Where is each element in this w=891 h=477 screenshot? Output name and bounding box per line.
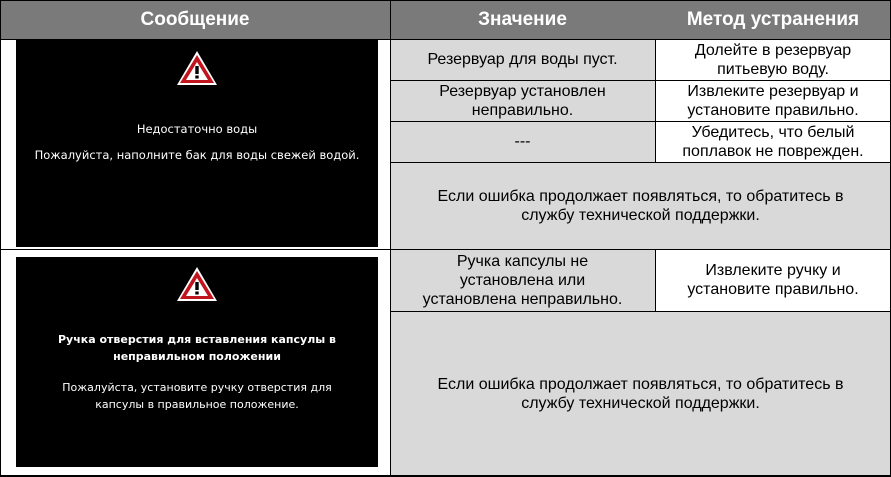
solution-row3 — [655, 121, 891, 162]
solution-row5-line2: установите правильно. — [687, 281, 859, 298]
solution-row2 — [655, 80, 891, 121]
solution-row3-line2: поплавок не поврежден. — [682, 142, 864, 160]
grid-line — [390, 311, 891, 312]
support-note-1-line1: Если ошибка продолжает появляться, то обратитесь в — [437, 187, 844, 205]
solution-row2-line1: Извлеките резервуар и — [687, 82, 859, 100]
grid-line — [0, 39, 891, 40]
grid-line — [655, 249, 656, 311]
meaning-row5 — [390, 249, 655, 311]
meaning-row2-line2: неправильно. — [471, 101, 574, 119]
meaning-row5-line2: установлена или — [459, 271, 586, 289]
grid-line — [0, 0, 1, 477]
warning-triangle-icon — [175, 265, 219, 303]
meaning-row2-line1: Резервуар установлен — [439, 82, 606, 100]
error-screen-water — [16, 39, 378, 247]
solution-row1 — [655, 39, 891, 80]
meaning-row5-line1: Ручка капсулы не — [456, 252, 589, 270]
meaning-row3-text: --- — [514, 133, 531, 150]
grid-line — [655, 39, 656, 162]
screen1-line1: Недостаточно воды — [136, 122, 258, 136]
meaning-row2 — [390, 80, 655, 121]
grid-line — [390, 0, 391, 477]
support-note-2-line1: Если ошибка продолжает появляться, то обратитесь в — [437, 376, 844, 393]
solution-row2-line2: установите правильно. — [687, 101, 859, 119]
solution-row5 — [655, 249, 891, 311]
screen2-title-line1: Ручка отверстия для вставления капсулы в — [58, 333, 336, 346]
solution-row5-line1: Извлеките ручку и — [705, 262, 841, 279]
solution-row3-line1: Убедитесь, что белый — [691, 123, 855, 141]
meaning-row1 — [390, 39, 655, 80]
solution-row1-line2: питьевую воду. — [717, 60, 829, 78]
screen2-body-line2: капсулы в правильное положение. — [95, 398, 299, 411]
meaning-row1-text: Резервуар для воды пуст. — [427, 51, 618, 68]
screen2-body-line1: Пожалуйста, установите ручку отверстия для — [62, 381, 332, 394]
meaning-row3 — [390, 121, 655, 162]
grid-line — [390, 121, 891, 122]
header-solution: Метод устранения — [655, 0, 891, 39]
support-note-2 — [390, 311, 891, 477]
meaning-row5-line3: установлена неправильно. — [422, 290, 623, 308]
support-note-1 — [390, 162, 891, 249]
error-screen-capsule — [16, 257, 378, 467]
warning-triangle-icon — [175, 49, 219, 87]
screen2-title-line2: неправильном положении — [113, 350, 281, 363]
grid-line — [390, 162, 891, 163]
grid-line — [0, 0, 891, 1]
screen1-line2: Пожалуйста, наполните бак для воды свежей водой. — [34, 148, 360, 162]
support-note-1-line2: службу технической поддержки. — [521, 206, 760, 224]
grid-line — [0, 249, 891, 250]
grid-line — [390, 80, 891, 81]
header-meaning: Значение — [390, 0, 655, 39]
header-message: Сообщение — [0, 0, 390, 39]
support-note-2-line2: службу технической поддержки. — [521, 395, 760, 412]
solution-row1-line1: Долейте в резервуар — [694, 41, 852, 59]
